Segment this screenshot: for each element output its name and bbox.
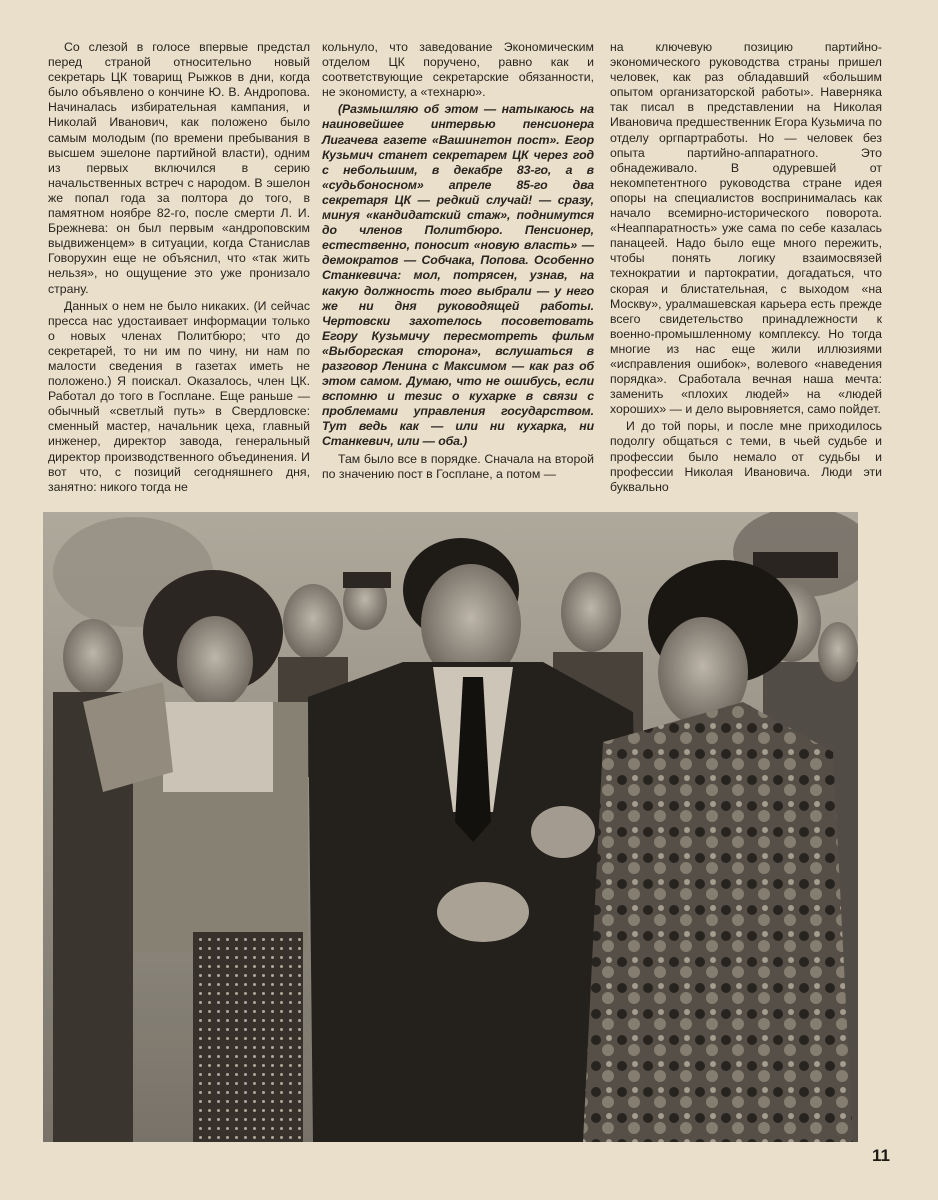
text-column-1 <box>48 40 310 495</box>
paragraph: на ключевую позицию партийно-экономического руководства страны пришел человек, как раз обладавший «большим опытом организаторской работы». Наверняка так писал в представлении на Николая Ивановича предшественник Егора Кузьмича по отделу оргпартработы. Но — человек без опыта партийно-аппаратного. Это обнадеживало. В одуревшей от некомпетентного руководства стране идея опоры на специалистов воспринималась как начало всемирно-исторического поворота. «Неаппаратность» уже сама по себе казалась панацеей. Надо было еще много пережить, чтобы понять логику взаимосвязей технократии и партократии, догадаться, что скорая и блистательная, с выходом «на Москву», уралмашевская карьера есть прежде всего свидетельство принадлежности к военно-промышленному комплексу. Но тогда многие из нас еще жили иллюзиями «исправления ошибок», волевого «наведения порядка». Сработала вечная наша мечта: заменить «плохих людей» на «людей хороших» — и дело выровняется, само пойдет. <box>610 40 882 417</box>
italic-aside-paragraph: (Размышляю об этом — натыкаюсь на наиновейшее интервью пенсионера Лигачева газете «Вашингтон пост». Егор Кузьмич станет секретарем ЦК через год с небольшим, в декабре 83-го, а в «судьбоносном» апреле 85-го два секретаря ЦК — редкий случай! — сразу, минуя «кандидатский стаж», поднимутся до членов Политбюро. Пенсионер, естественно, поносит «новую власть» — демократов — Собчака, Попова. Особенно Станкевича: мол, потрясен, узнав, на какую должность того выбрали — у него же ни дня руководящей работы. Чертовски захотелось посоветовать Егору Кузьмичу пересмотреть фильм «Выборгская сторона», вслушаться в разговор Ленина с Максимом — как раз об этом самом. Думаю, что не ошибусь, если вспомню и тезис о кухарке в связи с проблемами управления государством. Тут ведь как — или ни кухарка, ни Станкевич, или — оба.) <box>322 102 594 449</box>
paragraph: Со слезой в голосе впервые предстал перед страной относительно новый секретарь ЦК товарищ Рыжков в дни, когда было объявлено о кончине Ю. В. Андропова. Начиналась избирательная кампания, и Николай Иванович, как положено было самым молодым (по времени пребывания в высшем эшелоне партийной власти), одним из первых включился в серию начальственных встреч с народом. В эшелон же попал года за полтора до того, в памятном ноябре 82-го, после смерти Л. И. Брежнева: он был первым «андроповским выдвиженцем» в ситуации, когда Станислав Говорухин еще не объяснил, что «так жить нельзя», но ощущение это уже пронизало страну. <box>48 40 310 296</box>
photo-illustration <box>43 512 858 1142</box>
crowd-photograph <box>43 512 858 1142</box>
paragraph: Данных о нем не было никаких. (И сейчас пресса нас удостаивает информации только о новых членах Политбюро; что до секретарей, то ни им по чину, ни нам по малости сведения в газетах иметь не положено.) Я поискал. Оказалось, член ЦК. Работал до того в Госплане. Еще раньше — обычный «светлый путь» в Свердловске: сменный мастер, начальник цеха, главный инженер, директор завода, генеральный директор производственного объединения. И вот что, с позиций сегодняшнего дня, занятно: никого тогда не <box>48 298 310 494</box>
page-number: 11 <box>872 1146 890 1165</box>
paragraph: И до той поры, и после мне приходилось подолгу общаться с теми, в чьей судьбе и профессии было немало от судьбы и профессии Николая Ивановича. Люди эти буквально <box>610 419 882 494</box>
text-column-2 <box>322 40 594 482</box>
paragraph: Там было все в порядке. Сначала на второй по значению пост в Госплане, а потом — <box>322 451 594 481</box>
text-column-3 <box>610 40 882 495</box>
paragraph: кольнуло, что заведование Экономическим отделом ЦК поручено, равно как и соответствующие секретарские обязанности, не экономисту, а «технарю». <box>322 40 594 100</box>
